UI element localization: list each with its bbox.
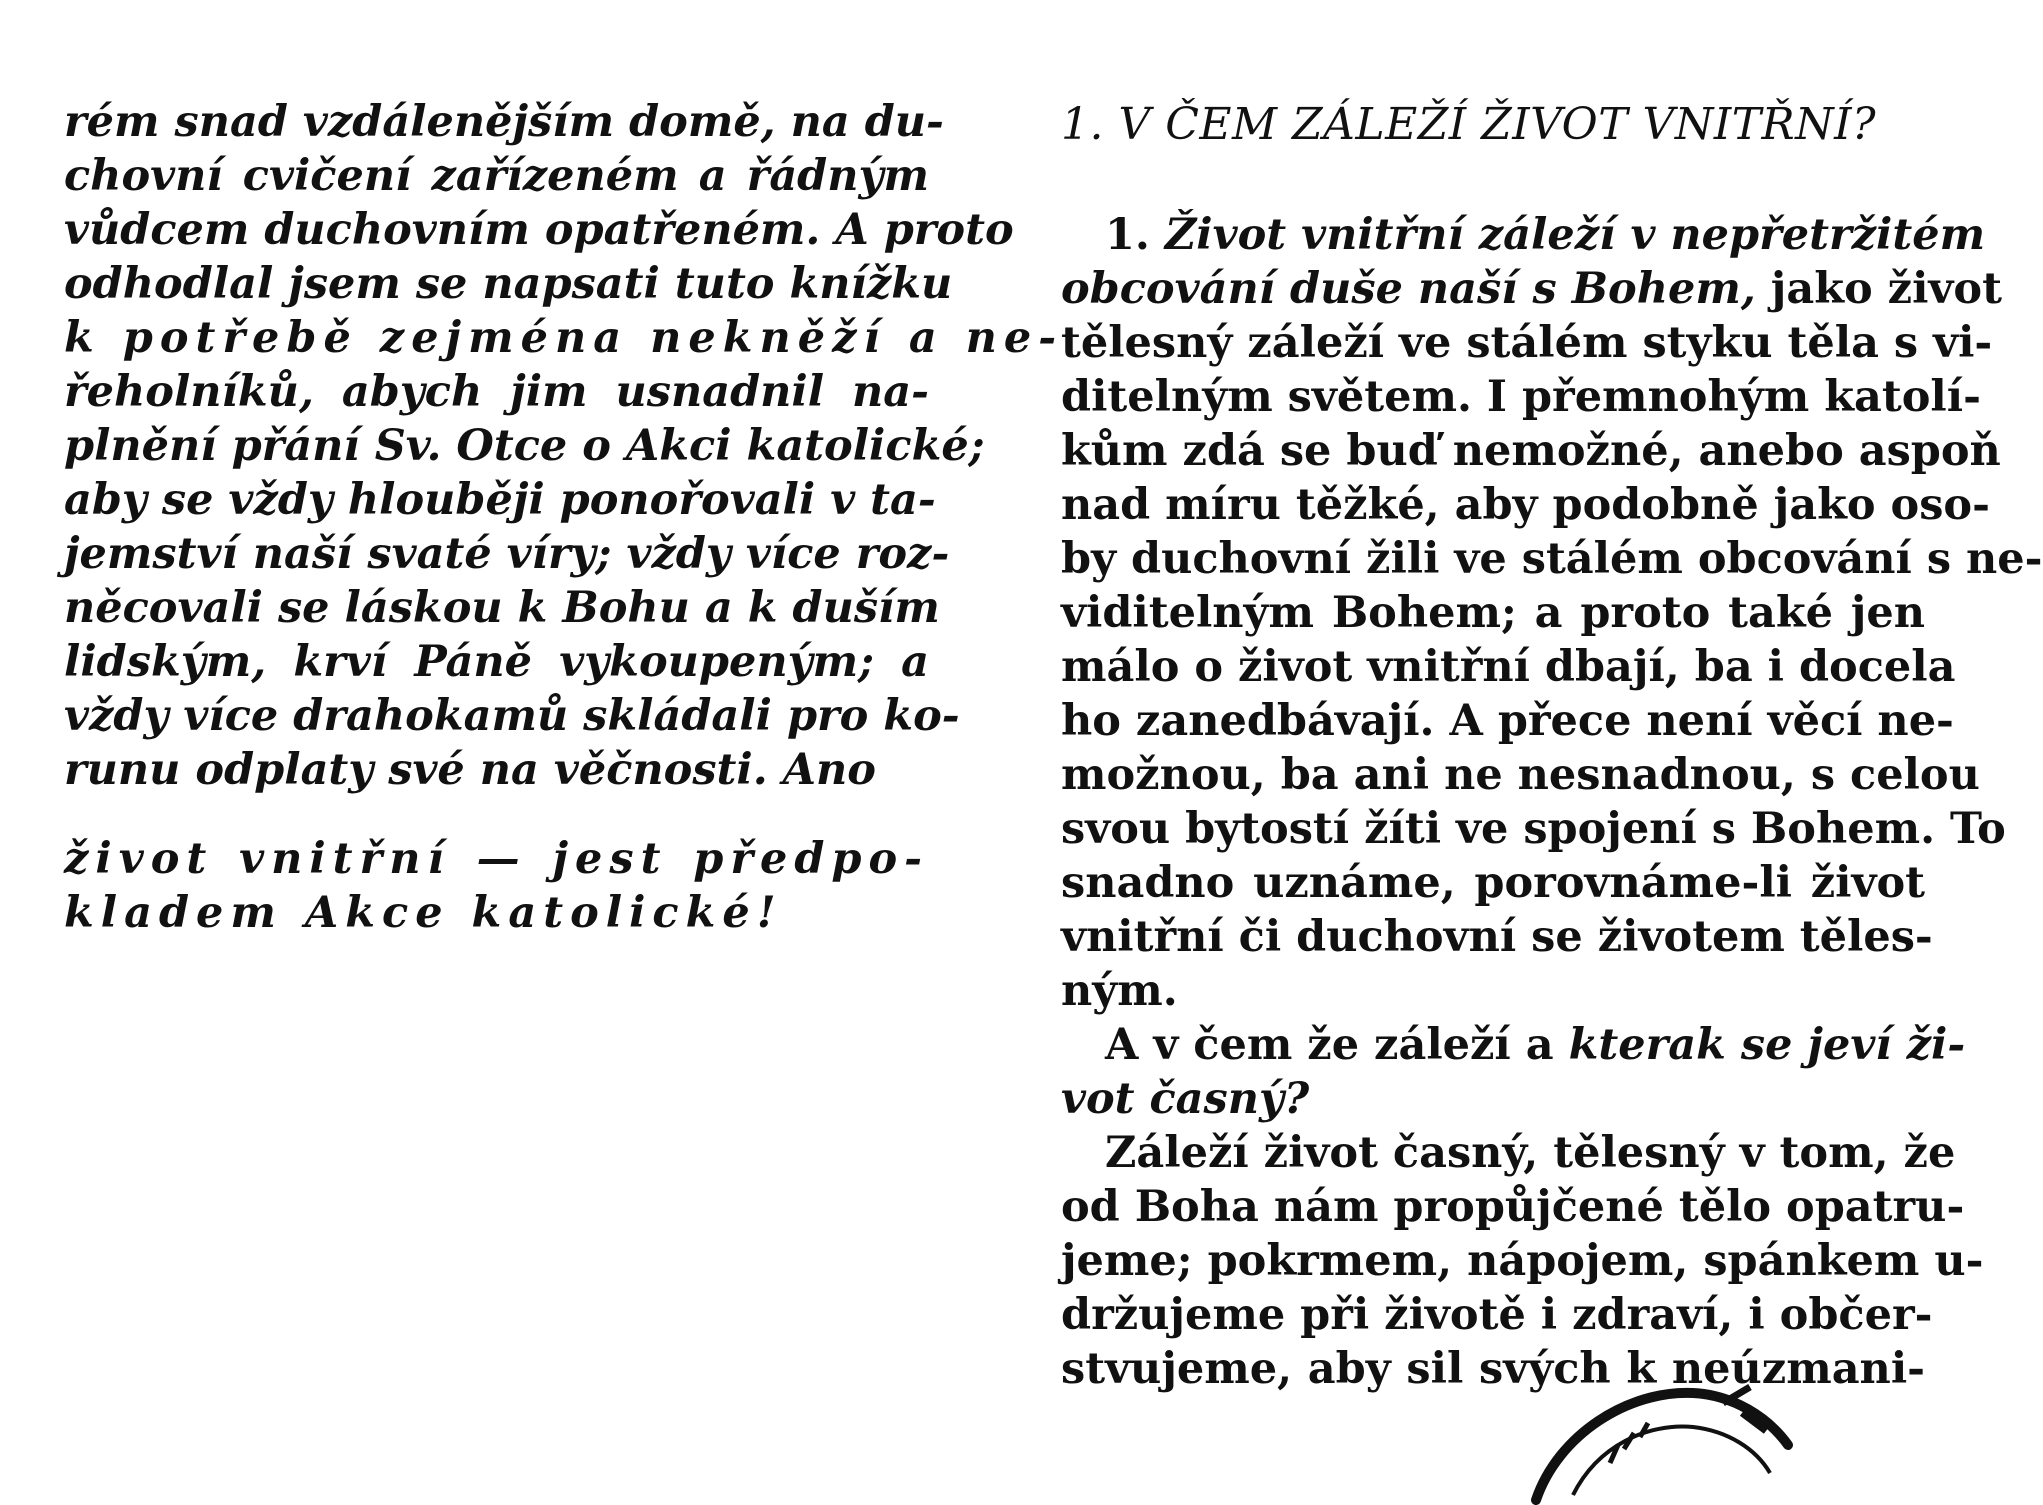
left-line: aby se vždy hlouběji ponořovali v ta- — [64, 475, 936, 525]
italic-phrase: vot časný? — [1061, 1074, 1310, 1124]
right-line: nad míru těžké, aby podobně jako oso- — [1061, 480, 1990, 530]
left-line: vůdcem duchovním opatřeném. A proto — [64, 205, 1014, 255]
right-line: tělesný záleží ve stálém styku těla s vi- — [1061, 318, 1993, 368]
right-line: vnitřní či duchovní se životem těles- — [1061, 912, 1933, 962]
right-line: kům zdá se buď nemožné, anebo aspoň — [1061, 426, 2001, 476]
right-line: od Boha nám propůjčené tělo opatru- — [1061, 1182, 1965, 1232]
plain-phrase: jako život — [1755, 264, 2002, 314]
left-line: lidským, krví Páně vykoupeným; a — [64, 637, 929, 687]
right-line: by duchovní žili ve stálém obcování s ne- — [1061, 534, 2043, 584]
emphasis-line: život vnitřní — jest předpo- — [64, 834, 929, 884]
left-line: řeholníků, abych jim usnadnil na- — [64, 367, 929, 417]
right-line: stvujeme, aby sil svých k neúzmani- — [1061, 1344, 1925, 1394]
right-line: ditelným světem. I přemnohým katolí- — [1061, 372, 1981, 422]
right-line: málo o život vnitřní dbají, ba i docela — [1061, 642, 1956, 692]
left-line: k potřebě zejména nekněží a ne- — [64, 313, 1064, 363]
left-line: jemství naší svaté víry; vždy více roz- — [64, 529, 950, 579]
paragraph-first-line — [1061, 208, 1986, 262]
paragraph-first-line: Záleží život časný, tělesný v tom, že — [1105, 1128, 1956, 1178]
right-line: držujeme při životě i zdraví, i občer- — [1061, 1290, 1933, 1340]
paragraph-first-line — [1061, 1018, 1966, 1072]
plain-phrase: A v čem že záleží a — [1105, 1020, 1569, 1070]
left-line: vždy více drahokamů skládali pro ko- — [64, 691, 960, 741]
right-line: ho zanedbávají. A přece není věcí ne- — [1061, 696, 1954, 746]
left-line: odhodlal jsem se napsati tuto knížku — [64, 259, 953, 309]
emphasis-line: kladem Akce katolické! — [64, 888, 783, 938]
italic-phrase: obcování duše naší s Bohem, — [1061, 264, 1756, 314]
italic-phrase: Život vnitřní záleží v nepřetržitém — [1164, 210, 1986, 260]
right-line: možnou, ba ani ne nesnadnou, s celou — [1061, 750, 1980, 800]
right-line: snadno uznáme, porovnáme-li život — [1061, 858, 1925, 908]
right-line: viditelným Bohem; a proto také jen — [1061, 588, 1925, 638]
right-line: ným. — [1061, 966, 1178, 1016]
chapter-heading: 1. V ČEM ZÁLEŽÍ ŽIVOT VNITŘNÍ? — [1061, 99, 1877, 150]
left-line: rém snad vzdálenějším domě, na du- — [64, 97, 944, 147]
paragraph-number: 1. — [1105, 210, 1150, 260]
right-line — [1061, 262, 2002, 316]
right-line — [1061, 1072, 1925, 1126]
right-line: svou bytostí žíti ve spojení s Bohem. To — [1061, 804, 2006, 854]
left-line: plnění přání Sv. Otce o Akci katolické; — [64, 421, 985, 471]
left-line: něcovali se láskou k Bohu a k duším — [64, 583, 940, 633]
left-line: runu odplaty své na věčnosti. Ano — [64, 745, 876, 795]
left-line: chovní cvičení zařízeném a řádným — [64, 151, 929, 201]
right-line: jeme; pokrmem, nápojem, spánkem u- — [1061, 1236, 1984, 1286]
italic-phrase: kterak se jeví ži- — [1568, 1020, 1966, 1070]
